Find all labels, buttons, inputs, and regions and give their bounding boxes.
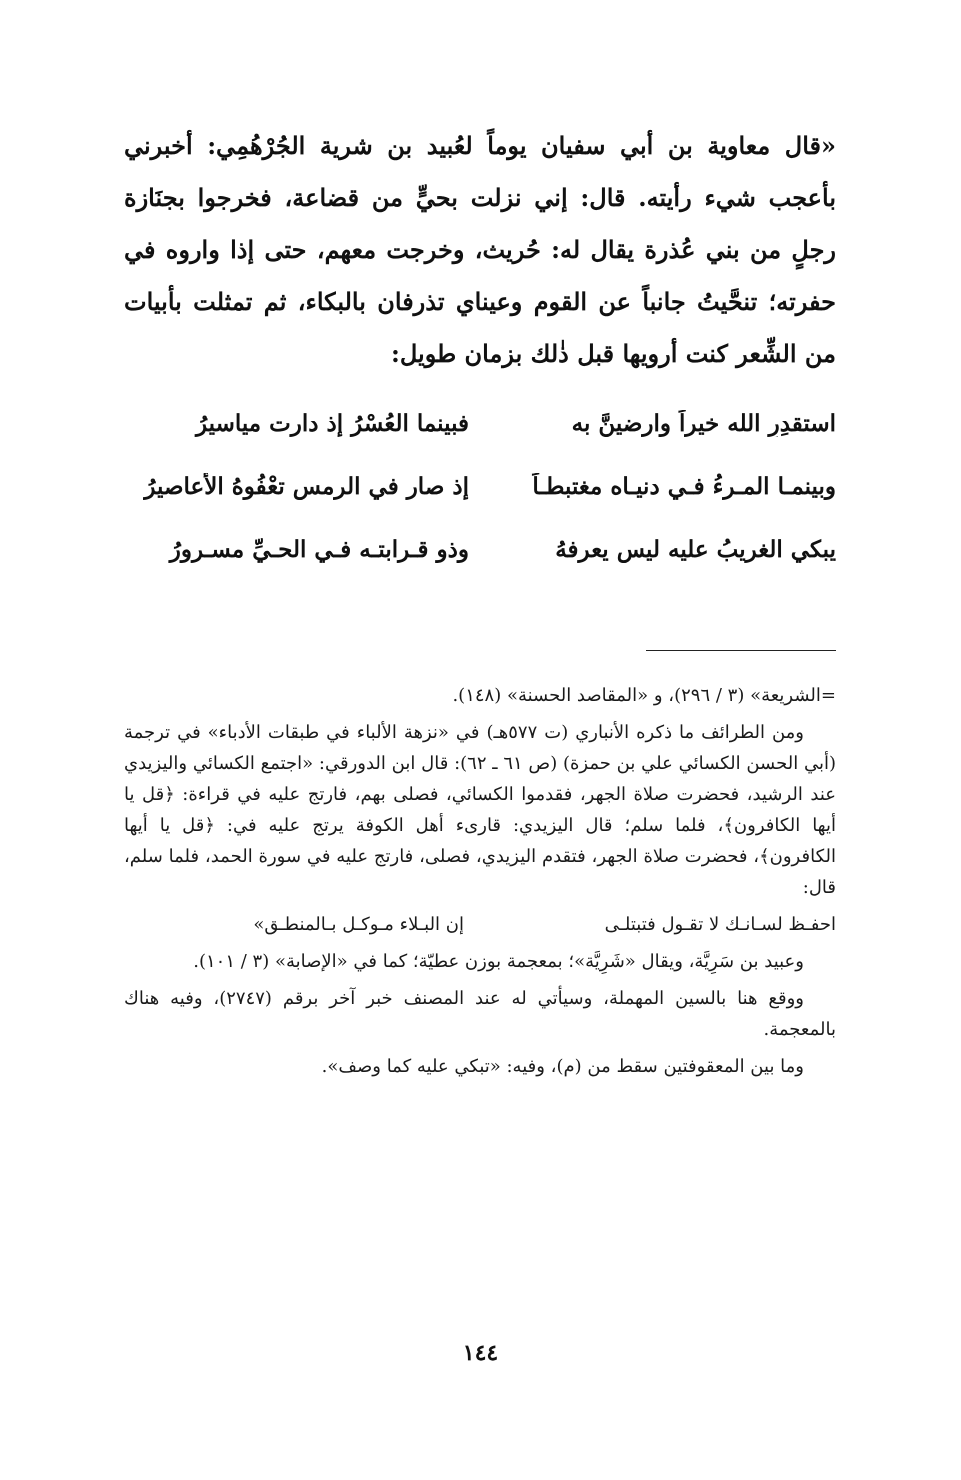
- verse-second-hemistich: وذو قـرابتـه فـي الحـيِّ مسـرورُ: [169, 536, 469, 563]
- verse-first-hemistich: وبينمـا المـرءُ فـي دنيـاه مغتبطـاً: [532, 473, 836, 500]
- poem-verse-3: [124, 518, 836, 581]
- footnotes: [124, 680, 836, 1088]
- footnote-verse: [124, 909, 836, 940]
- footnote-separator: [646, 650, 836, 651]
- footnote-verse-second: إن البـلاء مـوكـل بـالمنطـق»: [253, 914, 464, 935]
- footnote-paragraph: ووقع هنا بالسين المهملة، وسيأتي له عند المصنف خبر آخر برقم (٢٧٤٧)، وفيه هناك بالمعجمة.: [124, 988, 836, 1040]
- poem-verse-1: [124, 392, 836, 455]
- footnote-paragraph: ومن الطرائف ما ذكره الأنباري (ت ٥٧٧هـ) في «نزهة الألباء في طبقات الأدباء» في ترجمة (أبي الحسن الكسائي علي بن حمزة) (ص ٦١ ـ ٦٢): قال ابن الدورقي: «اجتمع الكسائي واليزيدي عند الرشيد، فحضرت صلاة الجهر، فقدموا الكسائي، فصلى بهم، فارتج عليه في قراءة: ﴿قل يا أيها الكافرون﴾، فلما سلم؛ قال اليزيدي: قارىء أهل الكوفة يرتج عليه في: ﴿قل يا أيها الكافرون﴾، فحضرت صلاة الجهر، فتقدم اليزيدي، فصلى، فارتج عليه في سورة الحمد، فلما سلم، قال:: [124, 722, 837, 898]
- footnote-paragraph: وعبيد بن سَرِيَّة، ويقال «شَرِيَّة»؛ بمعجمة بوزن عطيّة؛ كما في «الإصابة» (٣ / ١٠١).: [193, 951, 804, 972]
- poem: [124, 392, 836, 581]
- poem-verse-2: [124, 455, 836, 518]
- verse-first-hemistich: استقدِرِ الله خيراً وارضينَّ به: [571, 410, 836, 437]
- main-text: [124, 120, 836, 380]
- footnote-verse-first: احفـظ لسـانـك لا تقـول فتبتلـى: [604, 914, 836, 935]
- main-paragraph: «قال معاوية بن أبي سفيان يوماً لعُبيد بن شرية الجُرْهُمِي: أخبرني بأعجب شيء رأيته. قال: إني نزلت بحيٍّ من قضاعة، فخرجوا بجنَازة رجلٍ من بني عُذرة يقال له: حُريث، وخرجت معهم، حتى إذا واروه في حفرته؛ تنحَّيتُ جانباً عن القوم وعيناي تذرفان بالبكاء، ثم تمثلت بأبيات من الشِّعر كنت أرويها قبل ذٰلك بزمان طويل:: [124, 131, 836, 368]
- footnote-reference-line: =الشريعة» (٣ / ٢٩٦)، و «المقاصد الحسنة» (١٤٨).: [452, 685, 836, 706]
- page-number: ١٤٤: [462, 1340, 499, 1366]
- verse-second-hemistich: إذ صار في الرمس تعْفُوهُ الأعاصيرُ: [144, 473, 469, 500]
- footnote-paragraph: وما بين المعقوفتين سقط من (م)، وفيه: «تبكي عليه كما وصف».: [321, 1056, 804, 1077]
- verse-first-hemistich: يبكي الغريبُ عليه ليس يعرفهُ: [555, 536, 836, 563]
- verse-second-hemistich: فبينما العُسْرُ إذ دارت مياسيرُ: [195, 410, 469, 437]
